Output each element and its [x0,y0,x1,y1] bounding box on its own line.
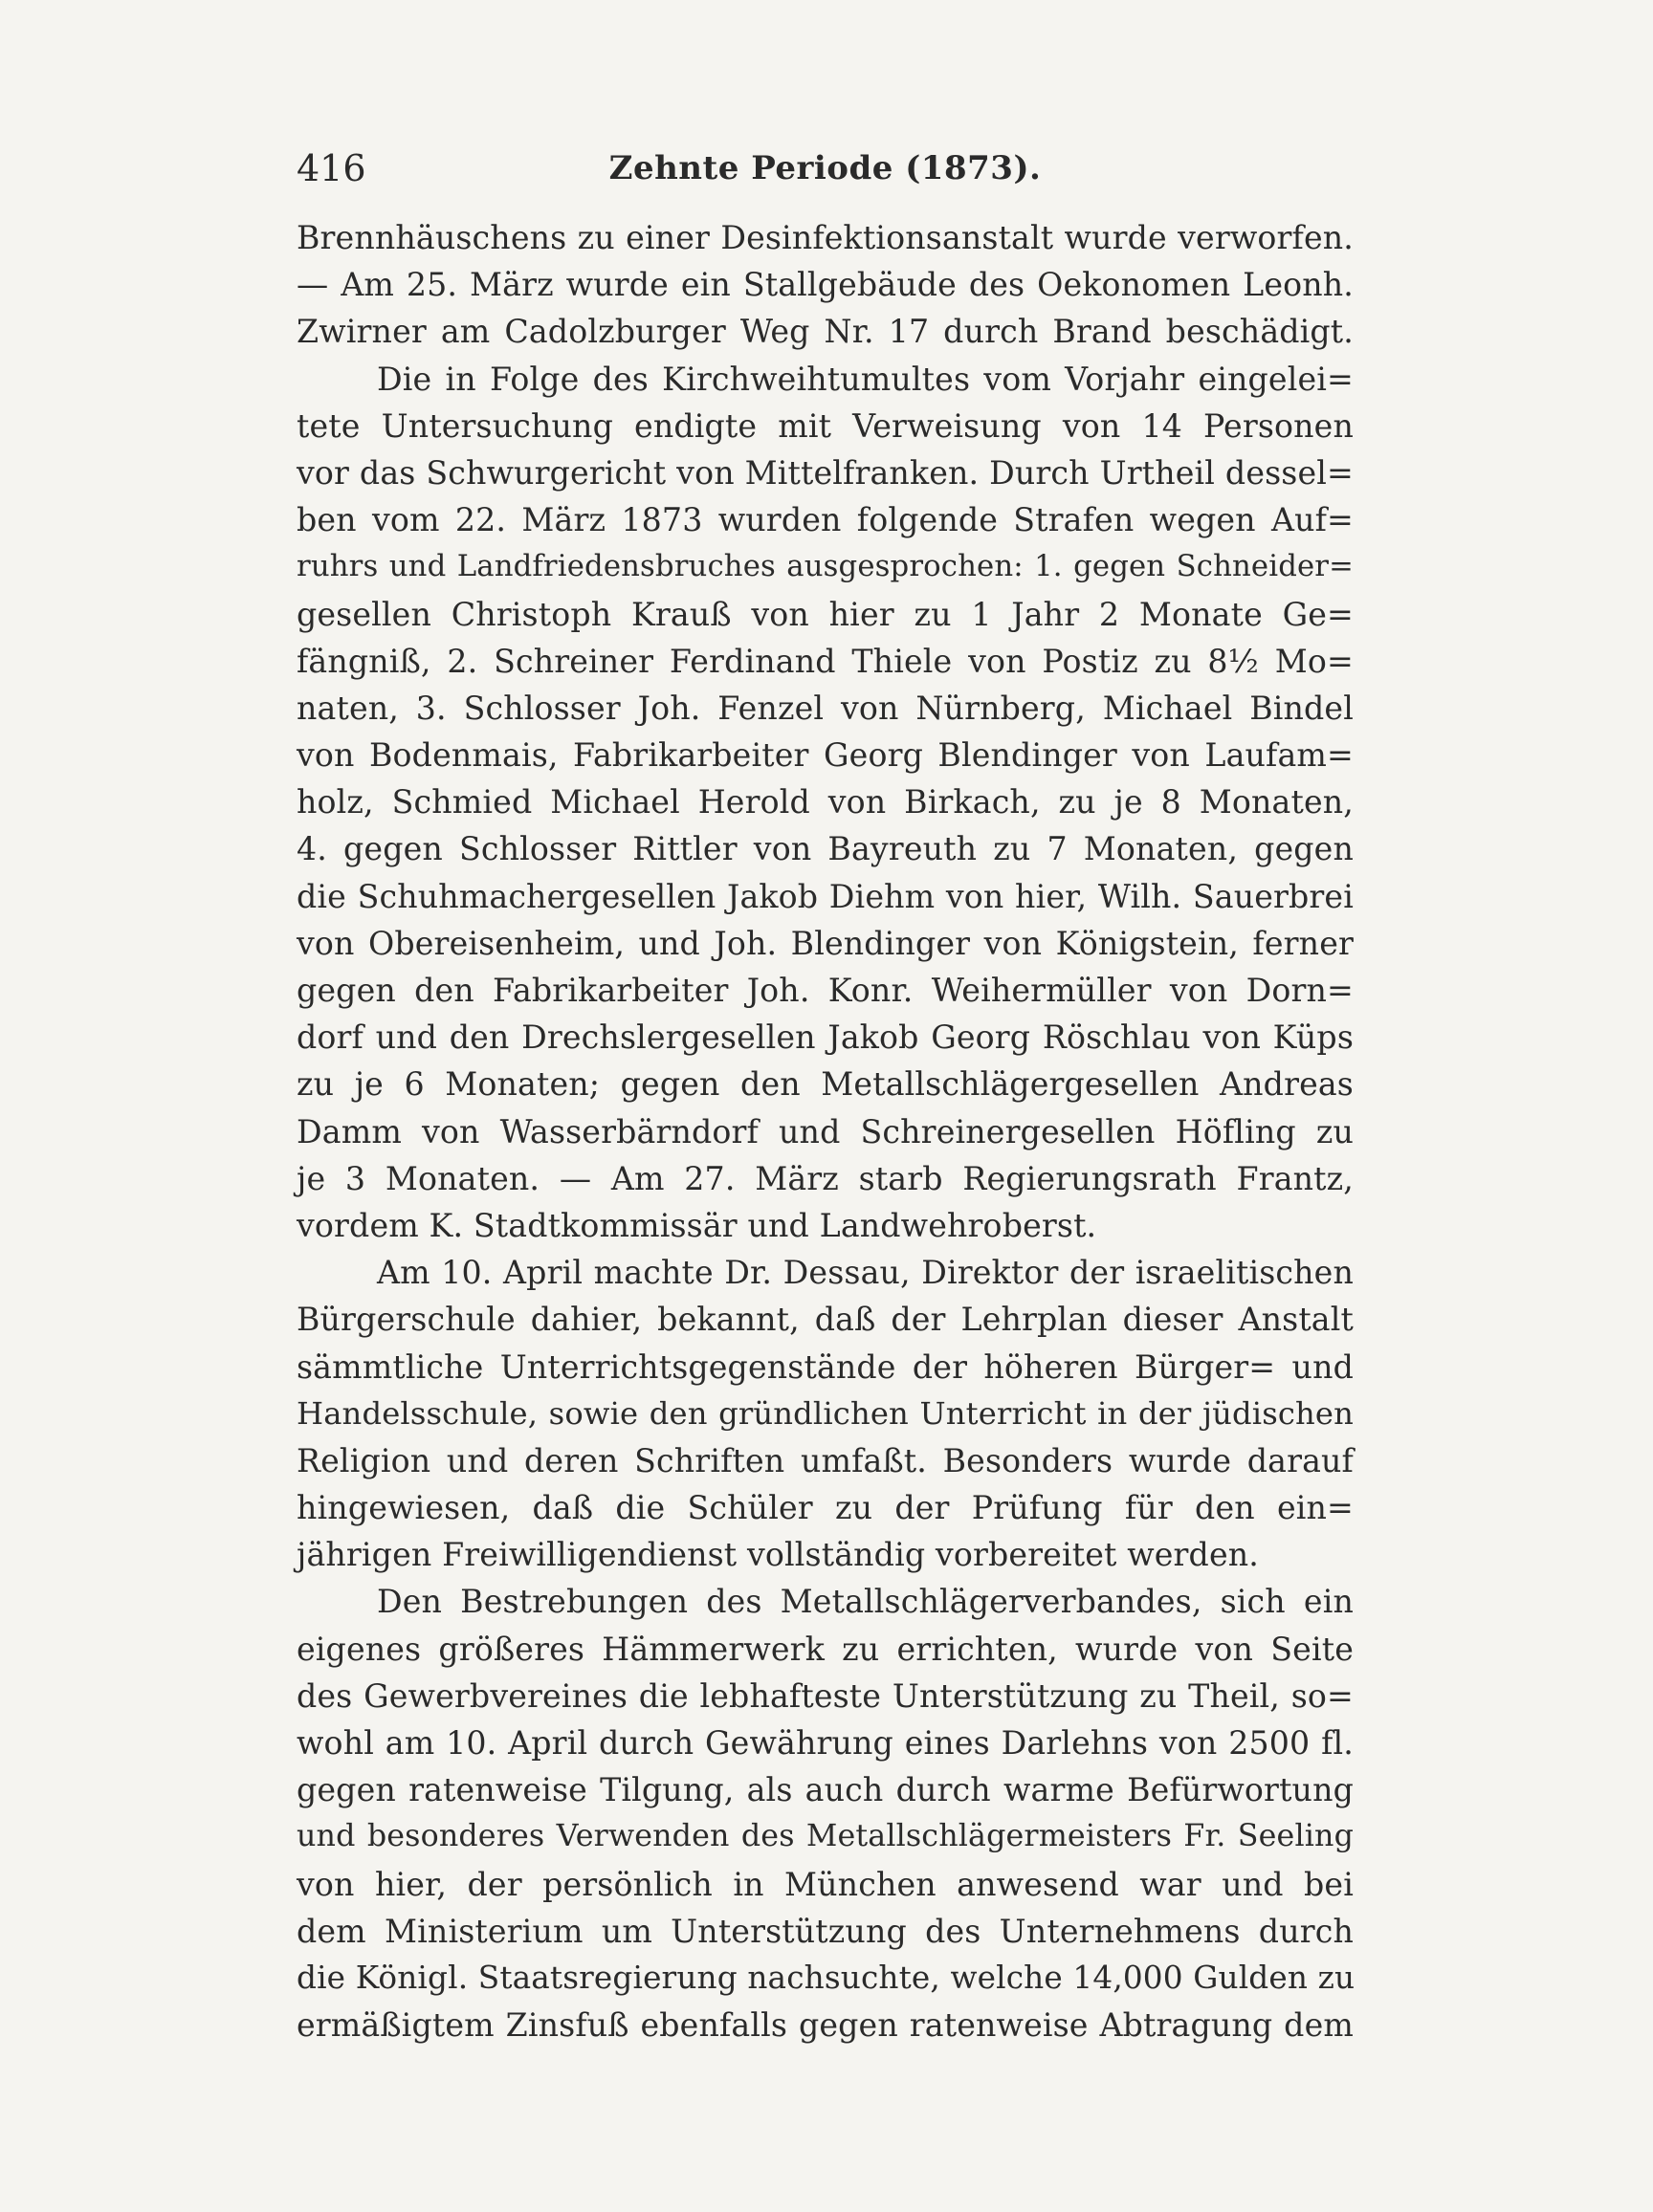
text-line: jährigen Freiwilligendienst vollständig vorbereitet werden. [297,1536,1259,1574]
text-line: gegen ratenweise Tilgung, als auch durch warme Befürwortung [297,1771,1354,1809]
text-line: sämmtliche Unterrichtsgegenstände der höheren Bürger= und [297,1347,1354,1386]
text-line: ermäßigtem Zinsfuß ebenfalls gegen ratenweise Abtragung dem [297,2006,1354,2045]
text-line: Am 10. April machte Dr. Dessau, Direktor der israelitischen [377,1254,1354,1292]
text-line: — Am 25. März wurde ein Stallgebäude des Oekonomen Leonh. [297,266,1354,304]
text-line: von hier, der persönlich in München anwesend war und bei [297,1865,1354,1903]
text-line: gesellen Christoph Krauß von hier zu 1 Jahr 2 Monate Ge= [297,595,1354,633]
text-line: wohl am 10. April durch Gewährung eines Darlehns von 2500 fl. [297,1724,1354,1762]
text-line: vordem K. Stadtkommissär und Landwehroberst. [297,1206,1097,1244]
text-line: zu je 6 Monaten; gegen den Metallschlägergesellen Andreas [297,1065,1354,1104]
text-line: die Königl. Staatsregierung nachsuchte, welche 14,000 Gulden zu [297,1959,1355,1996]
text-line: Bürgerschule dahier, bekannt, daß der Lehrplan dieser Anstalt [297,1301,1354,1339]
text-line: von Bodenmais, Fabrikarbeiter Georg Blendinger von Laufam= [297,736,1354,775]
text-line: vor das Schwurgericht von Mittelfranken. Durch Urtheil dessel= [297,453,1354,492]
text-line: tete Untersuchung endigte mit Verweisung von 14 Personen [297,406,1354,445]
text-line: Handelsschule, sowie den gründlichen Unterricht in der jüdischen [297,1394,1354,1432]
text-line: Die in Folge des Kirchweihtumultes vom Vorjahr eingelei= [377,360,1354,398]
text-line: dorf und den Drechslergesellen Jakob Georg Röschlau von Küps [297,1018,1354,1057]
text-line: eigenes größeres Hämmerwerk zu errichten, wurde von Seite [297,1630,1354,1668]
text-line: naten, 3. Schlosser Joh. Fenzel von Nürnberg, Michael Bindel [297,689,1354,727]
text-line: gegen den Fabrikarbeiter Joh. Konr. Weihermüller von Dorn= [297,972,1354,1009]
text-line: und besonderes Verwenden des Metallschlägermeisters Fr. Seeling [297,1819,1354,1854]
text-line: fängniß, 2. Schreiner Ferdinand Thiele von Postiz zu 8½ Mo= [297,642,1354,680]
text-line: Zwirner am Cadolzburger Weg Nr. 17 durch Brand beschädigt. [297,313,1354,351]
text-line: ruhrs und Landfriedensbruches ausgesprochen: 1. gegen Schneider= [297,550,1354,584]
text-line: holz, Schmied Michael Herold von Birkach, zu je 8 Monaten, [297,783,1354,821]
running-head: Zehnte Periode (1873). [608,149,1042,187]
text-line: Religion und deren Schriften umfaßt. Besonders wurde darauf [297,1441,1354,1479]
text-line: Brennhäuschens zu einer Desinfektionsanstalt wurde verworfen. [297,219,1354,256]
text-line: dem Ministerium um Unterstützung des Unternehmens durch [297,1912,1354,1950]
body-text [297,214,1354,2048]
text-line: von Obereisenheim, und Joh. Blendinger von Königstein, ferner [297,924,1354,962]
text-line: die Schuhmachergesellen Jakob Diehm von hier, Wilh. Sauerbrei [297,877,1354,915]
text-line: Damm von Wasserbärndorf und Schreinergesellen Höfling zu [297,1112,1354,1150]
text-line: ben vom 22. März 1873 wurden folgende Strafen wegen Auf= [297,501,1354,539]
text-line: des Gewerbvereines die lebhafteste Unterstützung zu Theil, so= [297,1676,1354,1715]
text-line: je 3 Monaten. — Am 27. März starb Regierungsrath Frantz, [297,1159,1354,1197]
page-header [297,142,1354,195]
text-line: Den Bestrebungen des Metallschlägerverbandes, sich ein [377,1583,1354,1621]
text-line: hingewiesen, daß die Schüler zu der Prüfung für den ein= [297,1489,1354,1527]
text-line: 4. gegen Schlosser Rittler von Bayreuth zu 7 Monaten, gegen [297,830,1354,868]
page-number: 416 [297,147,366,189]
